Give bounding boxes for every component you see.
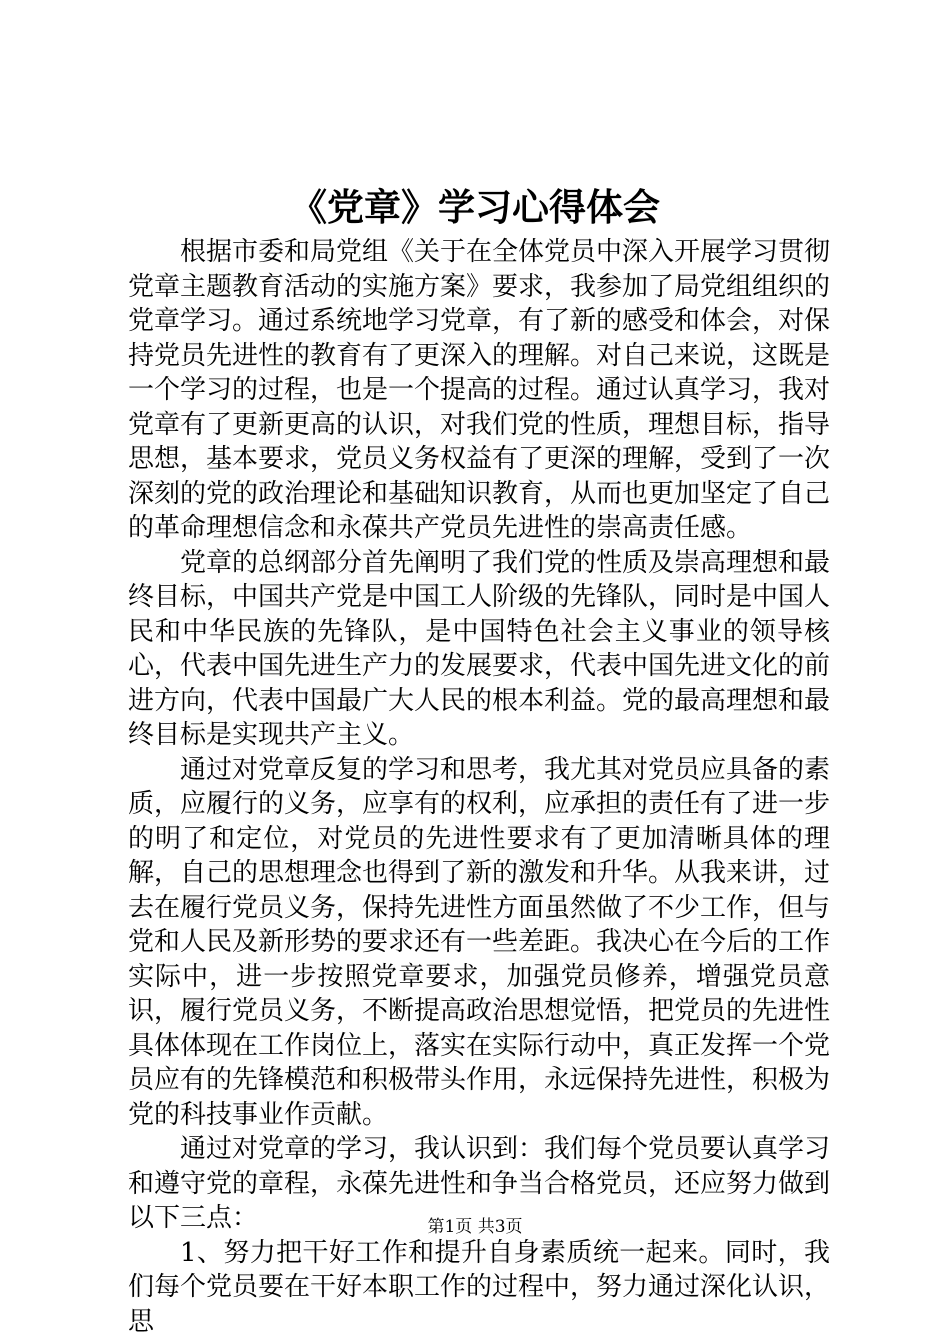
paragraph: 1、努力把干好工作和提升自身素质统一起来。同时，我们每个党员要在干好本职工作的过程中，努力通过深化认识，思 bbox=[128, 1237, 831, 1337]
paragraph: 通过对党章的学习，我认识到：我们每个党员要认真学习和遵守党的章程，永葆先进性和争当合格党员，还应努力做到以下三点： bbox=[128, 1134, 831, 1233]
paragraph: 根据市委和局党组《关于在全体党员中深入开展学习贯彻党章主题教育活动的实施方案》要求，我参加了局党组组织的党章学习。通过系统地学习党章，有了新的感受和体会，对保持党员先进性的教育有了更深入的理解。对自己来说，这既是一个学习的过程，也是一个提高的过程。通过认真学习，我对党章有了更新更高的认识，对我们党的性质，理想目标，指导思想，基本要求，党员义务权益有了更深的理解，受到了一次深刻的党的政治理论和基础知识教育，从而也更加坚定了自己的革命理想信念和永葆共产党员先进性的崇高责任感。 bbox=[128, 237, 831, 543]
page-footer: 第1页 共3页 bbox=[427, 1217, 523, 1237]
paragraph: 党章的总纲部分首先阐明了我们党的性质及崇高理想和最终目标，中国共产党是中国工人阶级的先锋队，同时是中国人民和中华民族的先锋队，是中国特色社会主义事业的领导核心，代表中国先进生产力的发展要求，代表中国先进文化的前进方向，代表中国最广大人民的根本利益。党的最高理想和最终目标是实现共产主义。 bbox=[128, 547, 831, 750]
document-body bbox=[128, 235, 830, 1339]
document-title: 《党章》学习心得体会 bbox=[290, 185, 660, 229]
paragraph: 通过对党章反复的学习和思考，我尤其对党员应具备的素质，应履行的义务，应享有的权利，应承担的责任有了进一步的明了和定位，对党员的先进性要求有了更加清晰具体的理解，自己的思想理念也得到了新的激发和升华。从我来讲，过去在履行党员义务，保持先进性方面虽然做了不少工作，但与党和人民及新形势的要求还有一些差距。我决心在今后的工作实际中，进一步按照党章要求，加强党员修养，增强党员意识，履行党员义务，不断提高政治思想觉悟，把党员的先进性具体体现在工作岗位上，落实在实际行动中，真正发挥一个党员应有的先锋模范和积极带头作用，永远保持先进性，积极为党的科技事业作贡献。 bbox=[128, 754, 831, 1130]
